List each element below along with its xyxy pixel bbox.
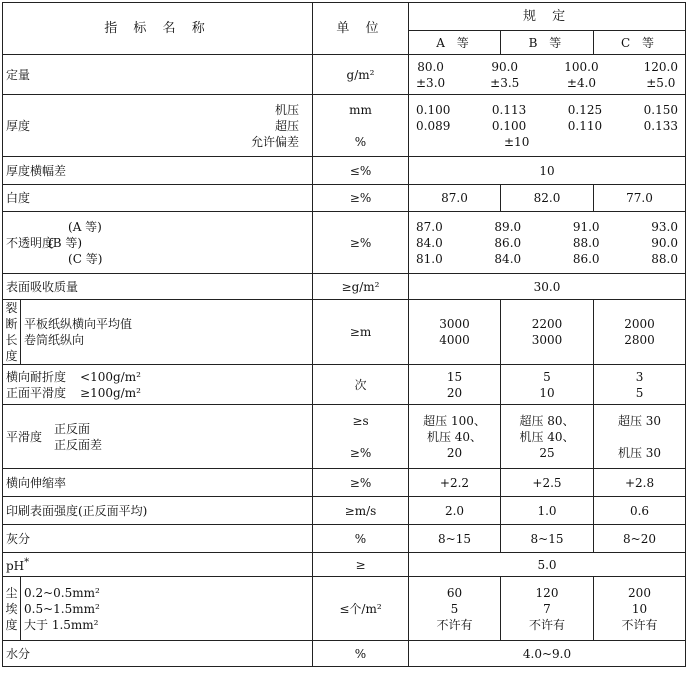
thickness-variation-name: 厚度横幅差	[3, 157, 313, 185]
print-strength-name: 印刷表面强度(正反面平均)	[3, 497, 313, 525]
thickness-sub-machine: 机压	[274, 102, 299, 117]
thickness-c-1: 0.150	[643, 102, 678, 117]
whiteness-c: 77.0	[594, 185, 686, 212]
opacity-row-a: 87.0 89.0 91.0 93.0	[416, 219, 678, 234]
fold-smooth-a: 15 20	[409, 365, 501, 405]
dust-subs	[21, 577, 313, 641]
spec-table	[2, 2, 686, 667]
dust-a: 60 5 不许有	[409, 577, 501, 641]
header-unit: 单 位	[313, 3, 409, 55]
header-grade-b: B 等	[501, 31, 594, 55]
smoothness-name: 平滑度	[6, 429, 43, 444]
fold-name: 横向耐折度	[6, 369, 67, 384]
ph-mark: *	[24, 557, 30, 568]
surface-absorption-value: 30.0	[409, 274, 686, 300]
smoothness-name-cell	[3, 405, 313, 469]
ash-b: 8~15	[501, 525, 594, 553]
dust-c: 200 10 不许有	[594, 577, 686, 641]
header-grade-a: A 等	[409, 31, 501, 55]
row-dust	[3, 577, 686, 641]
smoothness-sub-diff: 正反面差	[54, 437, 103, 452]
header-spec: 规 定	[409, 3, 686, 31]
thickness-tolerance: ±10	[504, 134, 530, 149]
opacity-row-c: 81.0 84.0 86.0 88.0	[416, 251, 678, 266]
row-surface-absorption	[3, 274, 686, 300]
thickness-b-2: 0.100	[491, 118, 527, 133]
thickness-c-2: 0.133	[643, 118, 678, 133]
ash-unit: %	[313, 525, 409, 553]
header-name: 指 标 名 称	[3, 3, 313, 55]
moisture-name: 水分	[3, 641, 313, 667]
breaking-length-a: 3000 4000	[409, 300, 501, 365]
dust-sub-small: 0.2~0.5mm²	[24, 585, 100, 600]
basis-weight-b: 90.0 ±3.5	[490, 59, 520, 90]
print-strength-c: 0.6	[594, 497, 686, 525]
thickness-a-2: 0.089	[416, 118, 451, 133]
header-grade-c: C 等	[594, 31, 686, 55]
row-whiteness	[3, 185, 686, 212]
opacity-sub-c: (C 等)	[68, 251, 103, 266]
whiteness-a: 87.0	[409, 185, 501, 212]
smoothness-a: 超压 100、 机压 40、 20	[409, 405, 501, 469]
moisture-unit: %	[313, 641, 409, 667]
opacity-name-cell	[3, 212, 313, 274]
ph-unit: ≥	[313, 553, 409, 577]
thickness-variation-value: 10	[409, 157, 686, 185]
row-fold-smooth	[3, 365, 686, 405]
row-ph	[3, 553, 686, 577]
smoothness-b: 超压 80、 机压 40、 25	[501, 405, 594, 469]
smoothness-sub-both: 正反面	[54, 421, 91, 436]
opacity-values	[409, 212, 686, 274]
thickness-variation-unit: ≤%	[313, 157, 409, 185]
print-strength-unit: ≥m/s	[313, 497, 409, 525]
smoothness-units	[313, 405, 409, 469]
fold-cond: <100g/m²	[80, 369, 141, 384]
thickness-a-1: 0.100	[416, 102, 451, 117]
smoothness-unit-pct: ≥%	[349, 445, 372, 460]
smooth-front-name: 正面平滑度	[6, 385, 67, 400]
smooth-front-cond: ≥100g/m²	[80, 385, 141, 400]
thickness-unit-cell	[313, 95, 409, 157]
row-ash	[3, 525, 686, 553]
fold-smooth-unit: 次	[313, 365, 409, 405]
row-basis-weight	[3, 55, 686, 95]
basis-weight-a: 80.0 ±3.0	[416, 59, 446, 90]
thickness-values	[409, 95, 686, 157]
opacity-sub-b: (B 等)	[48, 235, 83, 250]
fold-smooth-c: 3 5	[594, 365, 686, 405]
ph-name: pH	[6, 559, 25, 573]
stretch-c: +2.8	[594, 469, 686, 497]
row-moisture	[3, 641, 686, 667]
breaking-length-unit: ≥m	[313, 300, 409, 365]
thickness-sub-super: 超压	[274, 118, 299, 133]
breaking-length-label: 裂 断 长 度	[3, 300, 21, 365]
row-thickness-variation	[3, 157, 686, 185]
stretch-a: +2.2	[409, 469, 501, 497]
stretch-name: 横向伸缩率	[3, 469, 313, 497]
thickness-b2-1: 0.125	[567, 102, 603, 117]
dust-sub-medium: 0.5~1.5mm²	[24, 601, 100, 616]
dust-unit: ≤个/m²	[313, 577, 409, 641]
dust-label: 尘 埃 度	[3, 577, 21, 641]
breaking-length-c: 2000 2800	[594, 300, 686, 365]
breaking-length-sub-roll: 卷筒纸纵向	[24, 333, 85, 347]
header-row-1	[3, 3, 686, 31]
dust-sub-large: 大于 1.5mm²	[24, 617, 99, 632]
surface-absorption-name: 表面吸收质量	[3, 274, 313, 300]
basis-weight-name: 定量	[3, 55, 313, 95]
row-breaking-length	[3, 300, 686, 365]
breaking-length-sub-sheet: 平板纸纵横向平均值	[24, 317, 133, 331]
basis-weight-c: 120.0 ±5.0	[643, 59, 678, 90]
whiteness-b: 82.0	[501, 185, 594, 212]
fold-smooth-name-cell	[3, 365, 313, 405]
thickness-b2-2: 0.110	[567, 118, 603, 133]
print-strength-a: 2.0	[409, 497, 501, 525]
row-smoothness	[3, 405, 686, 469]
smoothness-c: 超压 30 机压 30	[594, 405, 686, 469]
opacity-name: 不透明度	[6, 235, 55, 250]
stretch-b: +2.5	[501, 469, 594, 497]
thickness-sub-tolerance: 允许偏差	[250, 134, 299, 149]
basis-weight-b2: 100.0 ±4.0	[564, 59, 599, 90]
breaking-length-b: 2200 3000	[501, 300, 594, 365]
opacity-unit: ≥%	[313, 212, 409, 274]
print-strength-b: 1.0	[501, 497, 594, 525]
surface-absorption-unit: ≥g/m²	[313, 274, 409, 300]
whiteness-unit: ≥%	[313, 185, 409, 212]
moisture-value: 4.0~9.0	[409, 641, 686, 667]
thickness-unit-pct: %	[354, 134, 367, 149]
ash-c: 8~20	[594, 525, 686, 553]
fold-smooth-b: 5 10	[501, 365, 594, 405]
basis-weight-values	[409, 55, 686, 95]
thickness-b-1: 0.113	[491, 102, 527, 117]
opacity-sub-a: (A 等)	[68, 219, 102, 234]
thickness-unit-mm: mm	[349, 102, 372, 117]
thickness-name-cell	[3, 95, 313, 157]
ash-a: 8~15	[409, 525, 501, 553]
ph-value: 5.0	[409, 553, 686, 577]
basis-weight-unit: g/m²	[313, 55, 409, 95]
row-opacity	[3, 212, 686, 274]
whiteness-name: 白度	[3, 185, 313, 212]
thickness-name: 厚度	[6, 118, 31, 133]
row-stretch	[3, 469, 686, 497]
row-thickness	[3, 95, 686, 157]
ph-name-cell	[3, 553, 313, 577]
smoothness-unit-s: ≥s	[352, 413, 369, 428]
stretch-unit: ≥%	[313, 469, 409, 497]
dust-b: 120 7 不许有	[501, 577, 594, 641]
breaking-length-subs	[21, 300, 313, 365]
opacity-row-b: 84.0 86.0 88.0 90.0	[416, 235, 678, 250]
row-print-strength	[3, 497, 686, 525]
ash-name: 灰分	[3, 525, 313, 553]
